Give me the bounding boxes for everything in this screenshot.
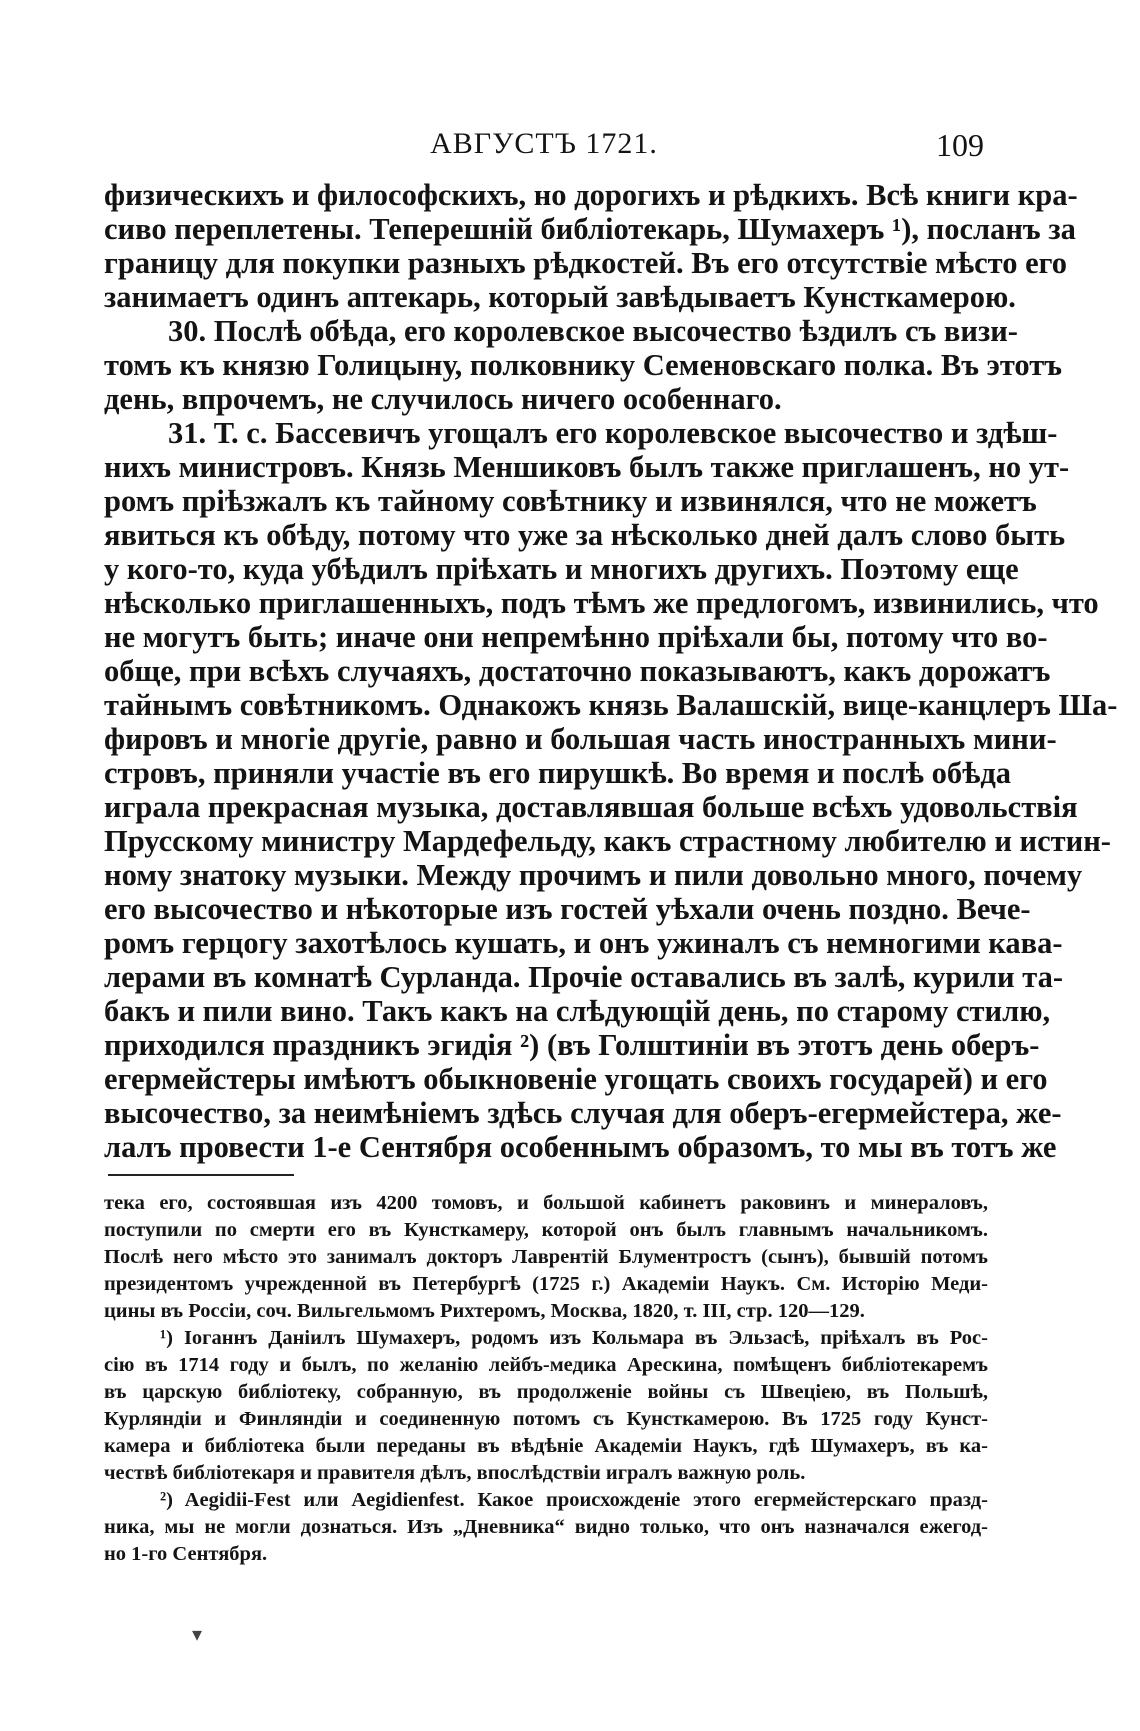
footnote-line: президентомъ учрежденной въ Петербургѣ (1725 г.) Академіи Наукъ. См. Исторію Меди- [104,1273,988,1295]
text-line: нихъ министровъ. Князь Меншиковъ былъ также приглашенъ, но ут- [104,450,1070,484]
footnote-line: поступили по смерти его въ Кунсткамеру, которой онъ былъ главнымъ начальникомъ. [104,1219,988,1241]
text-line: день, впрочемъ, не случилось ничего особеннаго. [104,382,782,416]
text-line: нѣсколько приглашенныхъ, подъ тѣмъ же предлогомъ, извинились, что [104,586,1099,620]
text-line: занимаетъ одинъ аптекарь, который завѣдываетъ Кунсткамерою. [104,280,1016,314]
text-line: томъ къ князю Голицыну, полковнику Семеновскаго полка. Въ этотъ [104,348,1063,382]
text-line: фировъ и многіе другіе, равно и большая часть иностранныхъ мини- [104,722,1057,756]
text-line: егермейстеры имѣютъ обыкновеніе угощать своихъ государей) и его [104,1062,1048,1096]
text-line: границу для покупки разныхъ рѣдкостей. Въ его отсутствіе мѣсто его [104,246,1067,280]
footnote-line: ¹) Іоганнъ Даніилъ Шумахеръ, родомъ изъ Кольмара въ Эльзасѣ, пріѣхалъ въ Рос- [160,1327,988,1349]
text-line: обще, при всѣхъ случаяхъ, достаточно показываютъ, какъ дорожатъ [104,654,1051,688]
text-line: лерами въ комнатѣ Сурланда. Прочіе оставались въ залѣ, курили та- [104,960,1063,994]
text-line: 31. Т. с. Бассевичъ угощалъ его королевское высочество и здѣш- [168,416,1058,450]
text-line: ромъ герцогу захотѣлось кушать, и онъ ужиналъ съ немногими кава- [104,926,1063,960]
text-line: высочество, за неимѣніемъ здѣсь случая для оберъ-егермейстера, же- [104,1096,1062,1130]
text-line: стровъ, приняли участіе въ его пирушкѣ. Во время и послѣ обѣда [104,756,1012,790]
text-line: его высочество и нѣкоторые изъ гостей уѣхали очень поздно. Вече- [104,892,1031,926]
footnote-line: Послѣ него мѣсто это занималъ докторъ Лаврентій Блументростъ (сынъ), бывшій потомъ [104,1246,988,1268]
text-line: физическихъ и философскихъ, но дорогихъ и рѣдкихъ. Всѣ книги кра- [104,178,1078,212]
main-text [104,178,1118,1164]
text-line: бакъ и пили вино. Такъ какъ на слѣдующій день, по старому стилю, [104,994,1051,1028]
footnote-line: въ царскую библіотеку, собранную, въ продолженіе войны съ Швеціею, въ Польшѣ, [104,1381,988,1403]
text-line: ному знатоку музыки. Между прочимъ и пили довольно много, почему [104,858,1083,892]
text-line: не могутъ быть; иначе они непремѣнно пріѣхали бы, потому что во- [104,620,1048,654]
footnote-line: чествѣ библіотекаря и правителя дѣлъ, впослѣдствіи игралъ важную роль. [104,1462,806,1484]
footnotes [104,1190,988,1568]
footnote-line: цины въ Россіи, соч. Вильгельмомъ Рихтеромъ, Москва, 1820, т. III, стр. 120—129. [104,1300,865,1322]
footnote-line: ²) Aegidii-Fest или Aegidienfest. Какое происхожденіе этого егермейстерскаго празд- [160,1489,988,1511]
text-line: явиться къ обѣду, потому что уже за нѣсколько дней далъ слово быть [104,518,1066,552]
footnote-separator [108,1174,294,1176]
page-number: 109 [936,127,984,163]
stray-mark: ▾ [192,1624,203,1646]
footnote-line: сію въ 1714 году и былъ, по желанію лейбъ-медика Арескина, помѣщенъ библіотекаремъ [104,1354,988,1376]
text-line: сиво переплетены. Теперешній библіотекарь, Шумахеръ ¹), посланъ за [104,212,1076,246]
text-line: ромъ пріѣзжалъ къ тайному совѣтнику и извинялся, что не можетъ [104,484,1037,518]
footnote-line: но 1-го Сентября. [104,1543,268,1565]
text-line: приходился праздникъ эгидія ²) (въ Голштиніи въ этотъ день оберъ- [104,1028,1040,1062]
running-title: АВГУСТЪ 1721. [430,127,658,160]
text-line: лалъ провести 1-е Сентября особеннымъ образомъ, то мы въ тотъ же [104,1130,1057,1164]
text-line: тайнымъ совѣтникомъ. Однакожъ князь Валашскій, вице-канцлеръ Ша- [104,688,1118,722]
footnote-line: ника, мы не могли дознаться. Изъ „Дневника“ видно только, что онъ назначался ежегод- [104,1516,988,1538]
footnote-line: камера и библіотека были переданы въ вѣдѣніе Академіи Наукъ, гдѣ Шумахеръ, въ ка- [104,1435,988,1457]
footnote-line: Курляндіи и Финляндіи и соединенную потомъ съ Кунсткамерою. Въ 1725 году Кунст- [104,1408,988,1430]
text-line: у кого-то, куда убѣдилъ пріѣхать и многихъ другихъ. Поэтому еще [104,552,1019,586]
page-header [104,127,984,167]
footnote-line: тека его, состоявшая изъ 4200 томовъ, и большой кабинетъ раковинъ и минераловъ, [104,1192,988,1214]
text-line: 30. Послѣ обѣда, его королевское высочество ѣздилъ съ визи- [168,314,1018,348]
text-line: Прусскому министру Мардефельду, какъ страстному любителю и истин- [104,824,1111,858]
text-line: играла прекрасная музыка, доставлявшая больше всѣхъ удовольствія [104,790,1078,824]
